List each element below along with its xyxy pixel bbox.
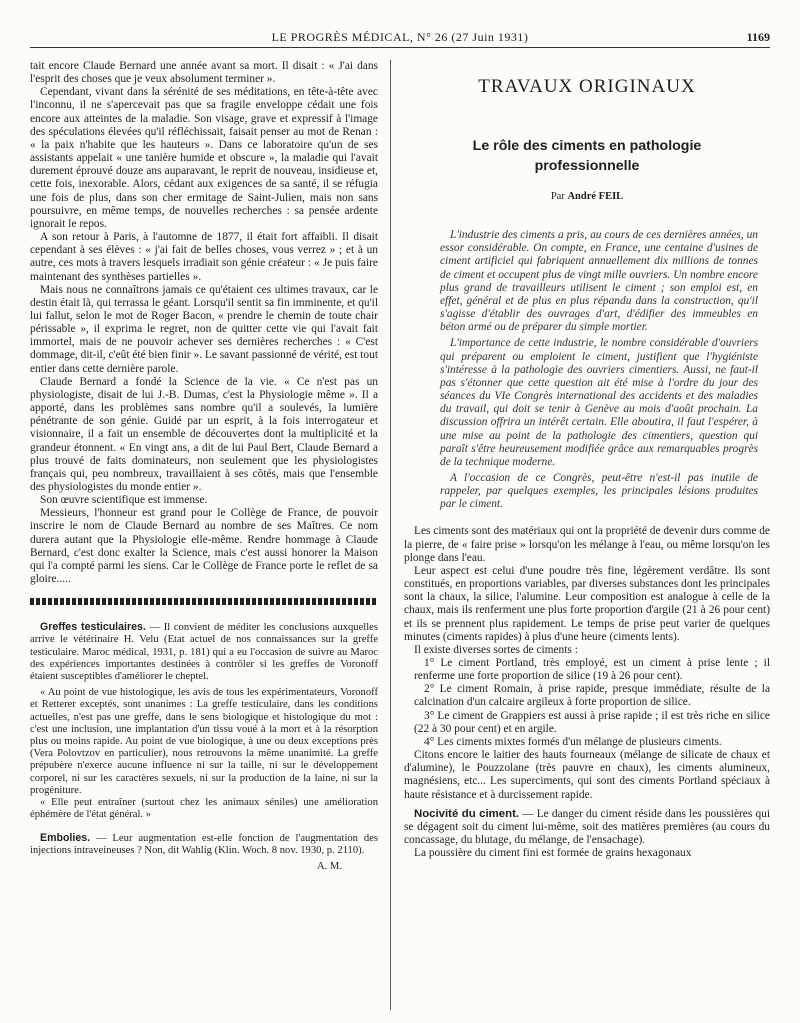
- running-header: [30, 26, 770, 48]
- list-item: 4° Les ciments mixtes formés d'un mélange de plusieurs ciments.: [424, 735, 722, 748]
- column-divider: [390, 60, 391, 1010]
- bernard-paragraph: A son retour à Paris, à l'automne de 1877, il était fort affaibli. Il disait cependant à ses élèves : « j'ai fait de belles choses, vous verrez » ; et à un autre, ces mots à travers lesquels irradiait son génie créateur : « Je puis faire maintenant des synthèses partielles ».: [30, 231, 378, 283]
- author-name: André FEIL: [567, 191, 624, 202]
- list-item: 2° Le ciment Romain, à prise rapide, presque immédiate, résulte de la calcination d'un calcaire argileux à forte proportion de silice.: [414, 683, 770, 709]
- bernard-paragraph: tait encore Claude Bernard une année avant sa mort. Il disait : « J'ai dans l'esprit des choses que je veux absolument terminer ».: [30, 60, 378, 86]
- greffes-quote: « Au point de vue histologique, les avis de tous les expérimentateurs, Voronoff et Retterer exceptés, sont unanimes : La greffe testiculaire, dans les conditions actuelles, n'est pas une greffe, dans le sens biologique et histologique du mot : c'est une inclusion, une implantation d'un tissu voué à la mort et à la résorption plus ou moins rapide. Au point de vue biologique, à une ou deux exceptions près (Vera Polovtzov en particulier), nous retrouvons la même unanimité. La greffe prépubère n'exerce aucune influence ni sur la taille, ni sur le développement corporel, ni sur les caractères sexuels, ni sur la production de la laine, ni sur la progéniture.: [30, 687, 378, 796]
- body-paragraph: La poussière du ciment fini est formée de grains hexagonaux: [414, 847, 692, 860]
- embolies-heading: Embolies.: [40, 831, 91, 844]
- article-title-line: Le rôle des ciments en pathologie: [472, 138, 702, 154]
- intro-paragraph: A l'occasion de ce Congrès, peut-être n'est-il pas inutile de rappeler, par quelques exemples, les principales lésions produites par le ciment.: [440, 471, 758, 511]
- body-paragraph: Citons encore le laitier des hauts fourneaux (mélange de silicate de chaux et d'alumine), le Pouzzolane (très pauvre en chaux), les ciments alumineux, magnésiens, etc... Les superciments, qui sont des ciments Portland spéciaux à haute résistance et à durcissement rapide.: [404, 749, 770, 801]
- greffes-quote-end: « Elle peut entraîner (surtout chez les animaux séniles) une amélioration éphémère de l'état général. »: [30, 797, 378, 821]
- bernard-paragraph: Messieurs, l'honneur est grand pour le Collège de France, de pouvoir inscrire le nom de Claude Bernard au nombre de ses Maîtres. Ce nom durera autant que la Physiologie elle-même. Rendre hommage à Claude Bernard, c'est donc exalter la Science, mais c'est aussi honorer la Maison qui l'a compté parmi les siens. Car le Collège de France porte le reflet de sa gloire.....: [30, 507, 378, 586]
- nocivite-text: — Le danger du ciment réside dans les poussières qui se dégagent soit du ciment lui-même, soit des matières premières (au cours du concassage, du blutage, du mélange, de l'ensachage).: [404, 807, 770, 847]
- body-paragraph: Les ciments sont des matériaux qui ont la propriété de devenir durs comme de la pierre, de « faire prise » lorsqu'on les mélange à l'eau, ou même lorsqu'on les plonge dans l'eau.: [404, 525, 770, 564]
- bernard-paragraph: Cependant, vivant dans la sérénité de ses méditations, en tête-à-tête avec l'inconnu, il ne s'apercevait pas que sa fragile enveloppe cédait une fois encore aux atteintes de la maladie. Son visage, grave et expressif à l'image des spéculations élevées qu'il réfléchissait, faisait penser au mot de Renan : « la paix n'habite que les hauteurs ». Dans ce laboratoire qu'un de ses assistants appelait « une tanière humide et obscure », la maladie qui l'avait durement éprouvé douze ans auparavant, le reprit de nouveau, insidieuse et, cette fois, inexorable. Alors, cédant aux exigences de sa santé, il se réfugia une fois de plus, dans son cher ermitage de Saint-Julien, mais non sans poursuivre, en même temps, de nouvelles recherches : sa pensée ardente ignorait le repos.: [30, 86, 378, 230]
- body-paragraph: Il existe diverses sortes de ciments :: [414, 643, 578, 656]
- greffes-text: — Il convient de méditer les conclusions auxquelles arrive le vétérinaire H. Velu (Etat actuel de nos connaissances sur la greffe testiculaire. Maroc médical, 1931, p. 181) qui a eu l'occasion de suivre au Maroc des expériences importantes destinées à contrôler si les greffes de Voronoff étaient susceptibles d'améliorer le cheptel.: [30, 622, 378, 683]
- left-column: [30, 60, 378, 873]
- nocivite-heading: Nocivité du ciment.: [414, 807, 520, 820]
- section-title: TRAVAUX ORIGINAUX: [478, 76, 696, 97]
- bernard-paragraph: Claude Bernard a fondé la Science de la vie. « Ce n'est pas un physiologiste, disait de lui J.-B. Dumas, c'est la Physiologie même ». Il a apporté, dans les problèmes sans nombre qu'il a soulevés, la lumière pénétrante de son génie. Guidé par un esprit, à la fois interrogateur et visionnaire, il a fait un ensemble de découvertes dont la multiplicité et la grandeur étonnent. « En vingt ans, a dit de lui Paul Bert, Claude Bernard a plus trouvé de faits dominateurs, non seulement que les physiologistes français qui, peu nombreux, travaillaient à ses côtés, mais que l'ensemble des physiologistes du monde entier ».: [30, 375, 378, 493]
- author-prefix: Par: [550, 191, 568, 202]
- page-number: 1169: [746, 30, 770, 44]
- body-paragraph: Leur aspect est celui d'une poudre très fine, légèrement verdâtre. Ils sont constitués, en proportions variables, par diverses substances dont les principales sont la chaux, la silice, l'alumine. Leur composition est analogue à celle de la chaux, mais ils renferment une plus forte proportion d'argile (21 à 26 pour cent) et ils se prennent plus rapidement. Le temps de prise peut varier de quelques minutes (ciments rapides) à plus d'une heure (ciments lents).: [404, 564, 770, 643]
- embolies-text: — Leur augmentation est-elle fonction de l'augmentation des injections intraveineuses ? Non, dit Wahlig (Klin. Woch. 8 nov. 1930, p. 2110).: [30, 832, 378, 856]
- signature: A. M.: [316, 860, 342, 872]
- article-intro: [440, 229, 758, 511]
- bernard-paragraph: Mais nous ne connaîtrons jamais ce qu'étaient ces ultimes travaux, car le destin était là, qui terrassa le géant. Lorsqu'il sentit sa fin imminente, et qu'il lui fallut, selon le mot de Roger Bacon, « prendre le chemin de toute chair périssable », il exprima le regret, non de quitter cette vie qui l'avait fait immortel, mais de ne pouvoir achever ses dernières recherches : « C'est dommage, dit-il, c'eût été bien finir ». Le savant passionné de vérité, est tout entier dans cette dernière parole.: [30, 283, 378, 375]
- list-item: 3° Le ciment de Grappiers est aussi à prise rapide ; il est très riche en silice (22 à 30 pour cent) et en argile.: [414, 709, 770, 735]
- bernard-paragraph: Son œuvre scientifique est immense.: [40, 494, 208, 507]
- author-line: [404, 190, 770, 203]
- running-title: LE PROGRÈS MÉDICAL, N° 26 (27 Juin 1931): [271, 30, 529, 44]
- article-title-line: professionnelle: [534, 158, 640, 174]
- greffes-heading: Greffes testiculaires.: [40, 621, 146, 634]
- list-item: 1° Le ciment Portland, très employé, est un ciment à prise lente ; il renferme une forte proportion de silice (19 à 26 pour cent).: [414, 657, 770, 683]
- greffes-note: [30, 621, 378, 873]
- article-title: [404, 136, 770, 176]
- intro-paragraph: L'industrie des ciments a pris, au cours de ces dernières années, un essor considérable. On compte, en France, une centaine d'usines de ciment artificiel qui fabriquent annuellement dix millions de tonnes de ciment et occupent plus de vingt mille ouvriers. Un nombre encore plus grand de travailleurs utilisent le ciment ; son emploi est, en effet, général et de plus en plus répandu dans la construction, qu'il s'agisse d'établir des ouvrages d'art, d'édifier des immeubles en béton armé ou de préparer du simple mortier.: [440, 229, 758, 334]
- intro-paragraph: L'importance de cette industrie, le nombre considérable d'ouvriers qui préparent ou emploient le ciment, justifient que l'hygiéniste s'intéresse à la pathologie des ouvriers cimentiers. Aussi, ne faut-il pas s'étonner que cette question ait été mise à l'ordre du jour des séances du VIe Congrès international des accidents et des maladies du travail, qui doit se tenir à Genève au mois d'août prochain. La discussion offrira un intérêt certain. Elle aboutira, il faut l'espérer, à une mise au point de la pathologie des cimentiers, question qui paraît s'être heureusement modifiée grâce aux remarquables progrès de la technique moderne.: [440, 337, 758, 468]
- right-column: [404, 60, 770, 860]
- dotted-separator: [30, 598, 378, 605]
